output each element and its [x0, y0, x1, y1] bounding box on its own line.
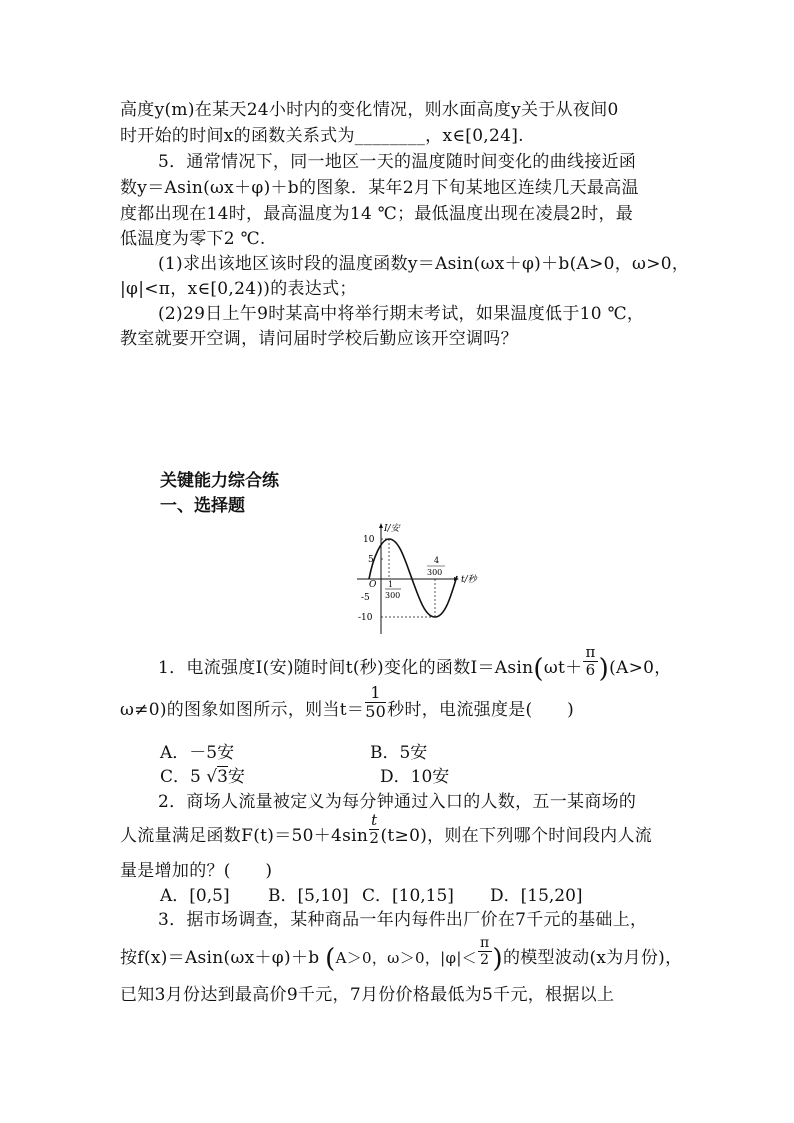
q1-frac: [365, 684, 386, 721]
q1-frac-num: 1: [365, 684, 386, 703]
q1-option-c-post: 安: [227, 767, 245, 787]
q2-line2-a: 人流量满足函数F(t)＝50＋4sin: [120, 826, 369, 846]
problem5-line-2: 数y＝Asin(ωx＋φ)＋b的图象．某年2月下旬某地区连续几天最高温: [120, 178, 639, 198]
q1-paren-inner: ωt＋: [543, 658, 583, 678]
q1-frac-den: 50: [365, 702, 387, 721]
q1-right-paren: ): [598, 654, 610, 684]
q3-line2-b: 的模型波动(x为月份)，: [502, 948, 683, 968]
x-axis-label: t/秒: [461, 575, 477, 585]
q3-line2-a: 按f(x)＝Asin(ωx＋φ)＋b: [120, 948, 320, 968]
q1-line-1: [158, 643, 672, 684]
x-tick2-den: 300: [427, 568, 443, 577]
prev-problem-line-1: 高度y(m)在某天24小时内的变化情况，则水面高度y关于从夜间0: [120, 100, 619, 120]
q2-frac: [369, 812, 379, 847]
q3-cond: A＞0，ω＞0，|φ|＜: [335, 949, 477, 967]
sine-curve: [369, 539, 457, 617]
y-axis-label: I/安: [384, 524, 400, 534]
origin-label: O: [369, 580, 377, 590]
q1-option-c-pre: C．5: [160, 767, 201, 787]
prev-problem-line-2: 时开始的时间x的函数关系式为________，x∈[0,24].: [120, 126, 524, 146]
q1-line-2: [120, 683, 575, 722]
q1-left-paren: (: [533, 654, 544, 684]
q2-frac-den: 2: [369, 829, 380, 847]
q2-frac-num: t: [371, 811, 378, 829]
q3-line-3: 已知3月份达到最高价9千元，7月份价格最低为5千元，根据以上: [120, 985, 615, 1005]
problem5-q1-line-1: (1)求出该地区该时段的温度函数y＝Asin(ωx＋φ)＋b(A>0，ω>0，: [158, 254, 690, 274]
q2-option-a[interactable]: A．[0,5]: [160, 886, 230, 906]
q2-line-2: [120, 811, 653, 848]
current-graph: [355, 518, 485, 636]
problem5-line-4: 低温度为零下2 ℃.: [120, 229, 266, 249]
q2-option-b[interactable]: B．[5,10]: [268, 886, 349, 906]
q1-option-a[interactable]: A．－5安: [160, 743, 235, 763]
y-tick-5: 5: [368, 555, 374, 565]
q3-right-paren: ): [492, 944, 503, 974]
q3-pi-frac: [478, 935, 492, 968]
y-tick-neg5: -5: [361, 593, 370, 603]
problem5-line-3: 度都出现在14时，最高温度为14 ℃；最低温度出现在凌晨2时，最: [120, 204, 634, 224]
q2-line2-b: (t≥0)，则在下列哪个时间段内人流: [380, 826, 653, 846]
q1-pi-frac: [583, 644, 597, 679]
section-title: 关键能力综合练: [160, 471, 279, 491]
q2-option-c[interactable]: C．[10,15]: [362, 886, 454, 906]
sqrt-icon: √: [206, 767, 218, 787]
q1-line2-a: ω≠0)的图象如图所示，则当t＝: [120, 700, 365, 720]
q1-option-d[interactable]: D．10安: [380, 767, 450, 787]
q1-option-c-rad: 3: [217, 767, 228, 787]
q1-pi: π: [585, 643, 596, 661]
problem5-q2-line-1: (2)29日上午9时某高中将举行期末考试，如果温度低于10 ℃，: [158, 304, 645, 324]
problem5-q1-line-2: |φ|<π，x∈[0,24))的表达式；: [120, 279, 357, 299]
q2-line-3: 量是增加的？( ): [120, 861, 273, 881]
q2-option-d[interactable]: D．[15,20]: [490, 886, 583, 906]
q1-line2-b: 秒时，电流强度是( ): [387, 700, 575, 720]
q3-line-2: [120, 935, 683, 974]
x-tick1-num: 1: [388, 580, 394, 589]
problem5-line-1: 5．通常情况下，同一地区一天的温度随时间变化的曲线接近函: [158, 152, 637, 172]
section-subtitle: 一、选择题: [160, 496, 245, 516]
q3-pi: π: [479, 935, 490, 951]
problem5-q2-line-2: 教室就要开空调，请问届时学校后勤应该开空调吗？: [120, 329, 518, 349]
q2-line-1: 2．商场人流量被定义为每分钟通过入口的人数，五一某商场的: [158, 792, 637, 812]
q1-text-b: (A>0，: [609, 658, 672, 678]
y-tick-neg10: -10: [358, 613, 373, 623]
y-axis-arrow: [379, 523, 383, 528]
y-tick-10: 10: [363, 535, 375, 545]
q1-text-a: 1．电流强度I(安)随时间t(秒)变化的函数I＝Asin: [158, 658, 534, 678]
q1-option-c[interactable]: [160, 765, 245, 789]
q3-left-paren: (: [325, 944, 336, 974]
q1-option-b[interactable]: B．5安: [370, 743, 428, 763]
q3-line-1: 3．据市场调查，某种商品一年内每件出厂价在7千元的基础上，: [158, 910, 648, 930]
x-tick1-den: 300: [385, 591, 401, 600]
x-tick2-num: 4: [434, 556, 440, 565]
q1-six: 6: [585, 661, 596, 679]
q3-two: 2: [480, 952, 490, 968]
